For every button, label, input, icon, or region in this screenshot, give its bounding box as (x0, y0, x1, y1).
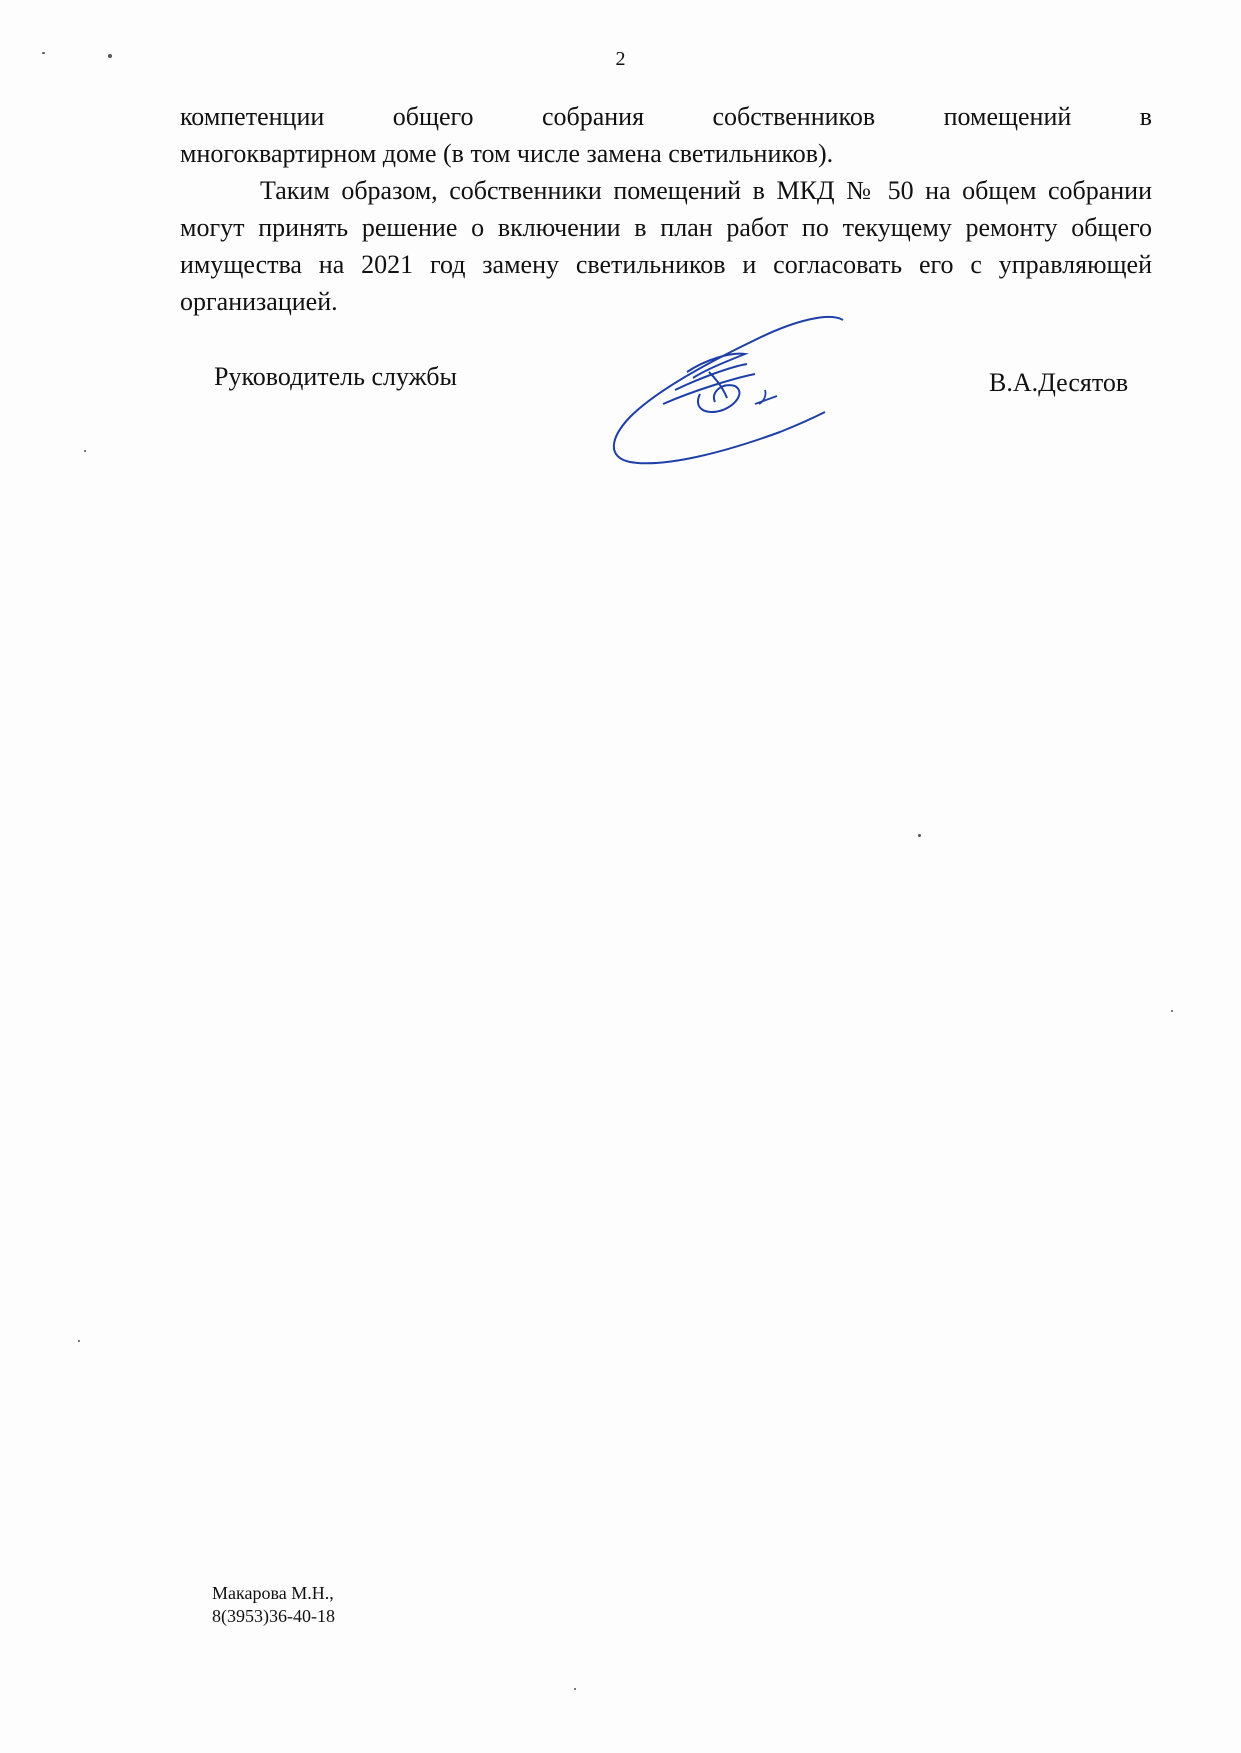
signer-name: В.А.Десятов (989, 368, 1129, 397)
executor-name: Макарова М.Н., (212, 1583, 334, 1603)
document-body (180, 98, 1152, 320)
scan-speck (78, 1340, 80, 1342)
scan-speck (918, 834, 921, 837)
paragraph-1-line-1: компетенции общего собрания собственников помещений в (180, 102, 1152, 131)
scan-speck (574, 1688, 576, 1690)
paragraph-1-line-2: многоквартирном доме (в том числе замена светильников). (180, 139, 834, 168)
paragraph-2: Таким образом, собственники помещений в МКД № 50 на общем собрании могут принять решение о включении в план работ по текущему ремонту общего имущества на 2021 год замену светильников и согласовать его с управляющей организацией. (180, 176, 1152, 316)
scan-speck (84, 450, 86, 452)
scan-speck (1171, 1010, 1173, 1012)
page-number: 2 (615, 48, 626, 70)
handwritten-signature (605, 312, 855, 472)
scan-speck (42, 52, 45, 54)
scan-speck (108, 54, 112, 58)
executor-block (212, 1582, 335, 1628)
executor-phone: 8(3953)36-40-18 (212, 1606, 335, 1626)
signer-position: Руководитель службы (214, 362, 457, 391)
